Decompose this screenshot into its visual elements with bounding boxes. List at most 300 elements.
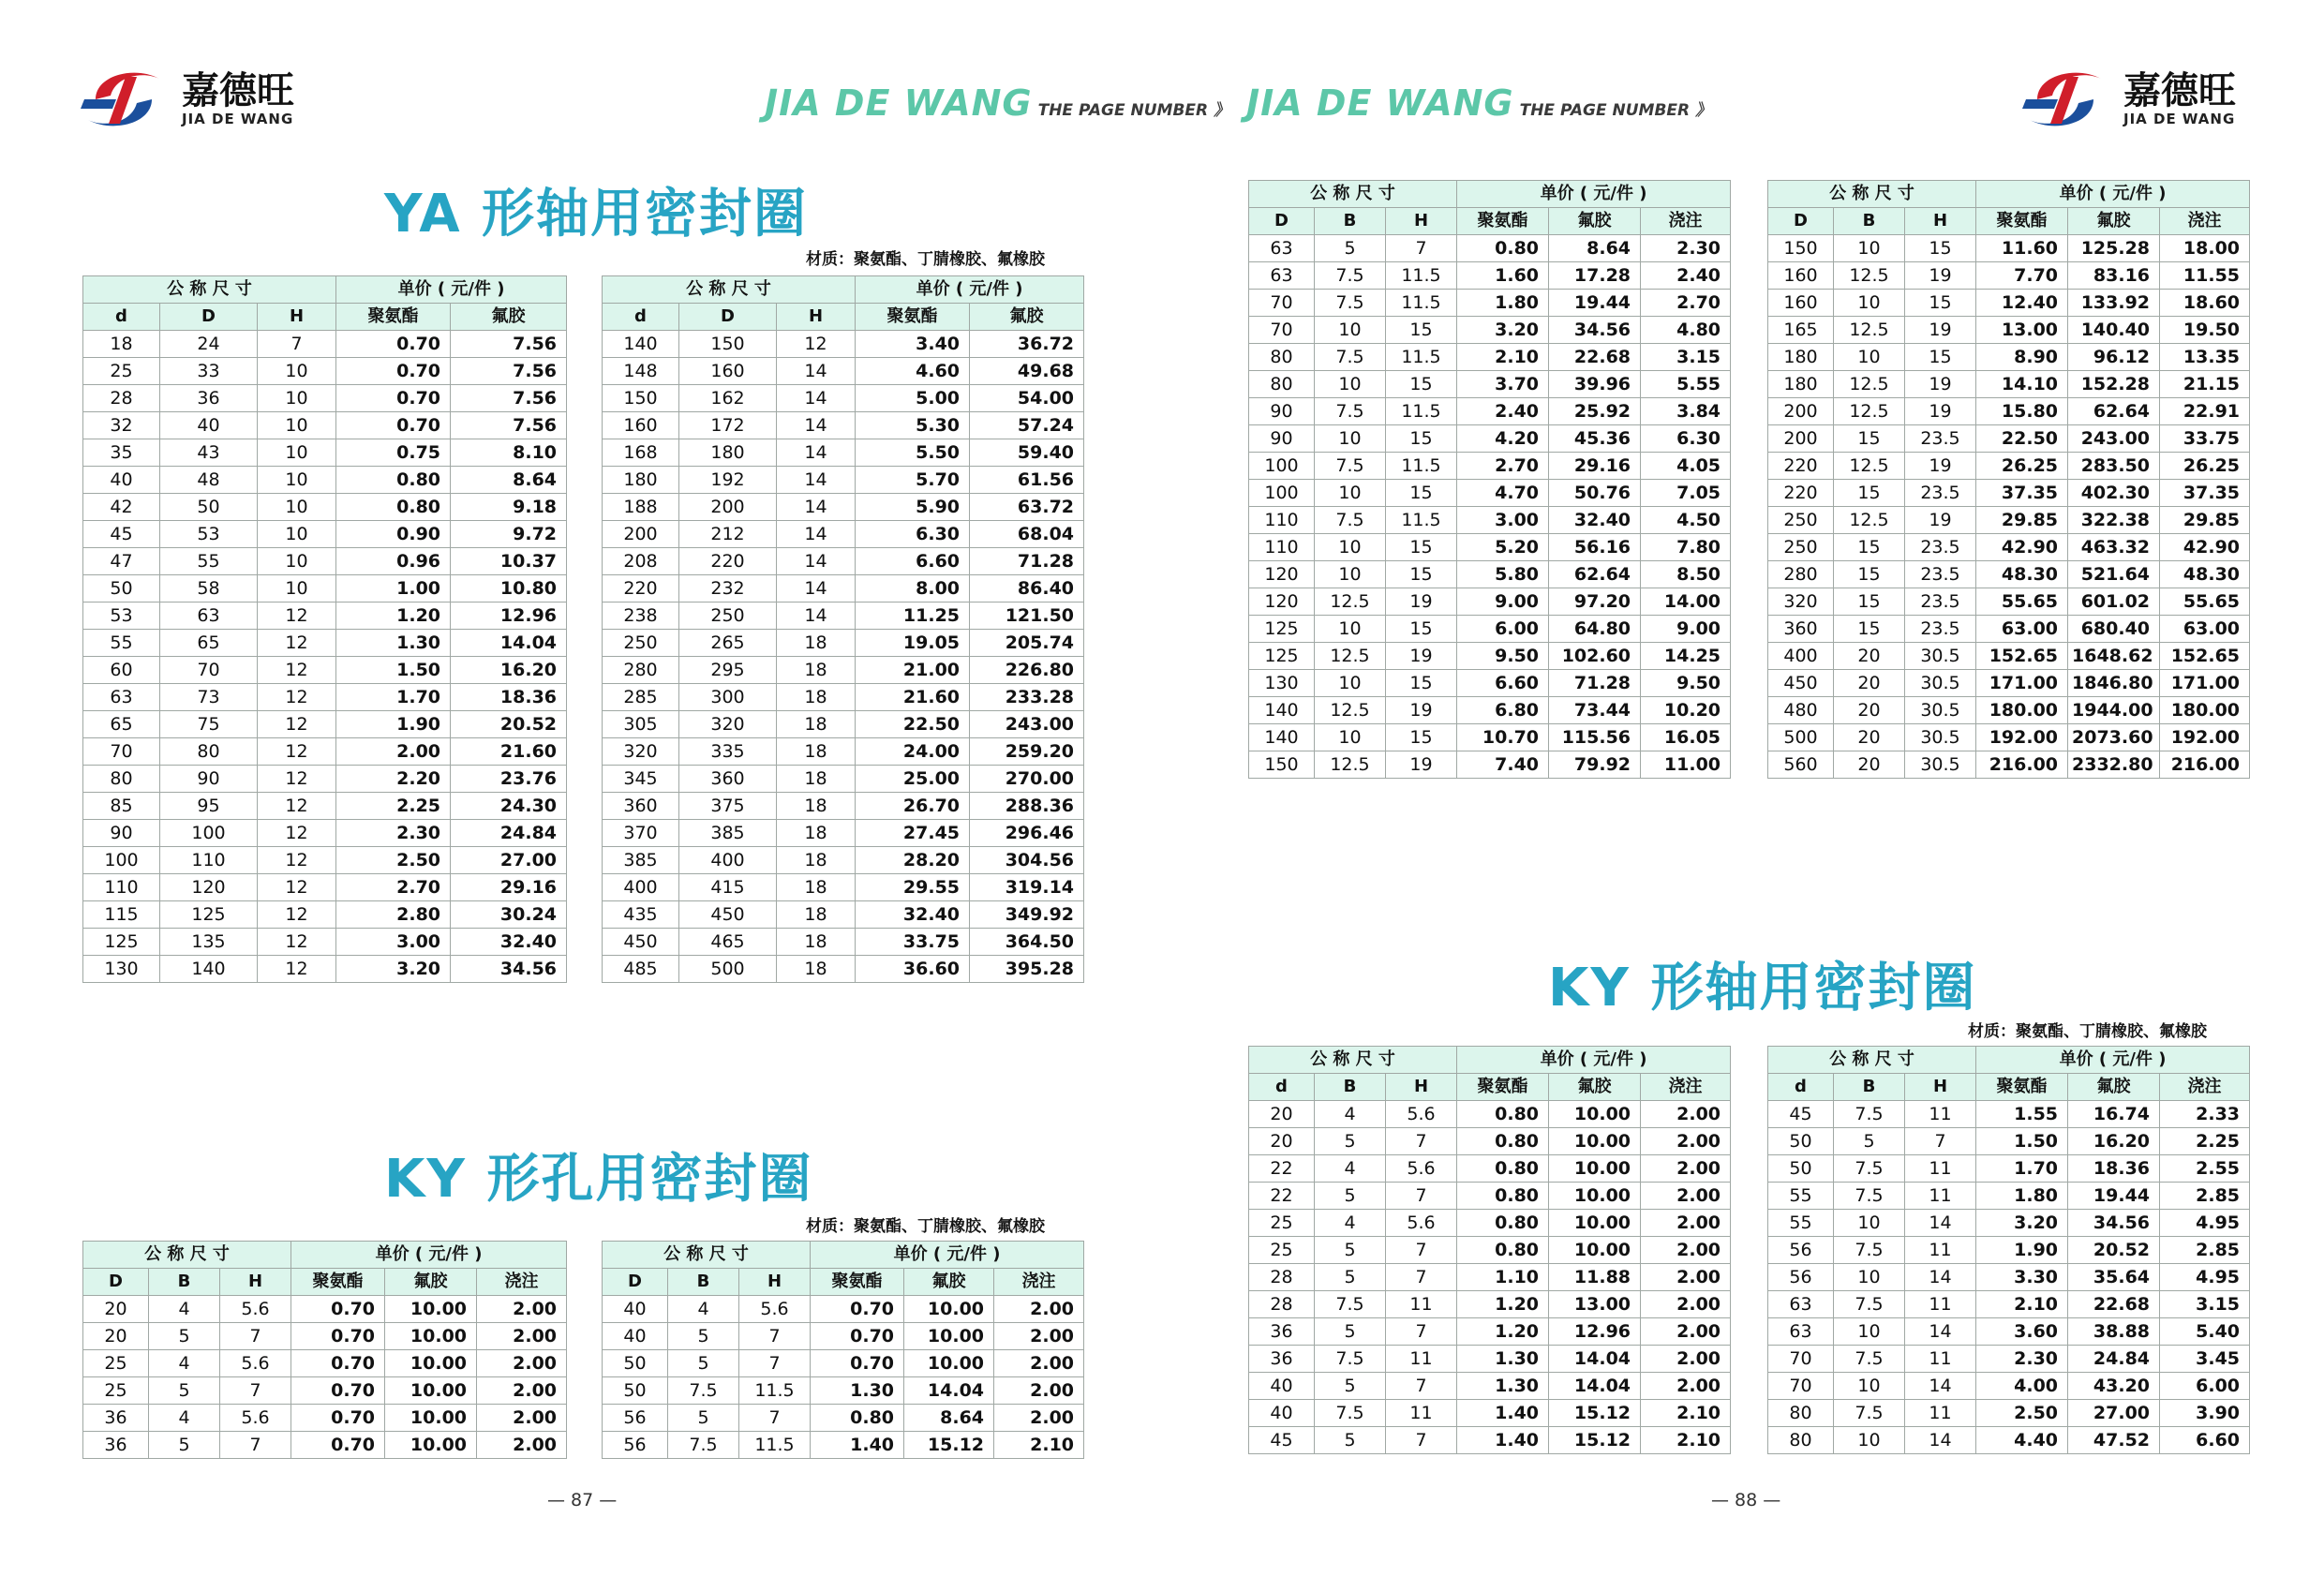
price-cell: 18.36 bbox=[2068, 1155, 2160, 1183]
table-row bbox=[1768, 1183, 2250, 1210]
price-cell: 5.30 bbox=[856, 412, 970, 439]
size-cell: 70 bbox=[1249, 290, 1315, 317]
price-cell: 10.00 bbox=[904, 1350, 994, 1377]
price-cell: 2.10 bbox=[994, 1432, 1084, 1459]
material-note: 材质：聚氨酯、丁腈橡胶、氟橡胶 bbox=[1968, 1022, 2207, 1041]
size-cell: 12.5 bbox=[1315, 588, 1386, 616]
price-cell: 38.88 bbox=[2068, 1318, 2160, 1346]
price-cell: 2.00 bbox=[1641, 1183, 1731, 1210]
price-cell: 395.28 bbox=[970, 956, 1084, 983]
size-cell: 400 bbox=[1768, 643, 1834, 670]
size-cell: 11 bbox=[1905, 1155, 1976, 1183]
size-cell: 23.5 bbox=[1905, 561, 1976, 588]
price-cell: 8.10 bbox=[451, 439, 567, 467]
price-cell: 1.30 bbox=[336, 630, 451, 657]
size-cell: 100 bbox=[1249, 453, 1315, 480]
price-cell: 192.00 bbox=[2160, 724, 2250, 751]
size-cell: 12 bbox=[258, 847, 336, 874]
price-cell: 7.40 bbox=[1457, 751, 1549, 779]
price-cell: 48.30 bbox=[2160, 561, 2250, 588]
size-cell: 18 bbox=[777, 820, 856, 847]
table-row bbox=[83, 439, 567, 467]
price-cell: 2.00 bbox=[477, 1432, 567, 1459]
size-cell: 5 bbox=[668, 1350, 739, 1377]
table-row bbox=[1768, 1427, 2250, 1454]
size-cell: 24 bbox=[160, 331, 258, 358]
size-cell: 10 bbox=[1315, 371, 1386, 398]
size-cell: 7 bbox=[1386, 1427, 1457, 1454]
price-cell: 9.50 bbox=[1457, 643, 1549, 670]
table-row bbox=[603, 412, 1084, 439]
size-cell: 50 bbox=[160, 494, 258, 521]
size-cell: 19 bbox=[1386, 588, 1457, 616]
price-cell: 18.60 bbox=[2160, 290, 2250, 317]
price-cell: 2.00 bbox=[477, 1350, 567, 1377]
column-header: H bbox=[739, 1269, 811, 1296]
size-cell: 90 bbox=[83, 820, 160, 847]
group-header-price: 单价 ( 元/件 ) bbox=[1976, 1047, 2250, 1074]
column-header: 聚氨酯 bbox=[291, 1269, 385, 1296]
price-cell: 34.56 bbox=[1549, 317, 1641, 344]
price-cell: 3.60 bbox=[1976, 1318, 2068, 1346]
size-cell: 485 bbox=[603, 956, 679, 983]
size-cell: 7.5 bbox=[1834, 1155, 1905, 1183]
table-row bbox=[1768, 1155, 2250, 1183]
column-header: B bbox=[1315, 208, 1386, 235]
price-cell: 13.35 bbox=[2160, 344, 2250, 371]
price-cell: 8.64 bbox=[904, 1405, 994, 1432]
table-row bbox=[1249, 235, 1731, 262]
price-cell: 1.00 bbox=[336, 575, 451, 603]
page-number-right: — 88 — bbox=[1711, 1490, 1781, 1510]
size-cell: 11.5 bbox=[739, 1377, 811, 1405]
size-cell: 7.5 bbox=[1834, 1346, 1905, 1373]
price-cell: 20.52 bbox=[451, 711, 567, 738]
table-row bbox=[1249, 425, 1731, 453]
size-cell: 7 bbox=[739, 1405, 811, 1432]
size-cell: 12 bbox=[258, 603, 336, 630]
size-cell: 7.5 bbox=[1315, 398, 1386, 425]
size-cell: 14 bbox=[1905, 1264, 1976, 1291]
size-cell: 7 bbox=[1386, 235, 1457, 262]
price-cell: 2.00 bbox=[994, 1377, 1084, 1405]
price-cell: 12.40 bbox=[1976, 290, 2068, 317]
table-row bbox=[1768, 561, 2250, 588]
size-cell: 280 bbox=[603, 657, 679, 684]
group-header-size: 公 称 尺 寸 bbox=[603, 276, 856, 304]
price-cell: 59.40 bbox=[970, 439, 1084, 467]
size-cell: 15 bbox=[1386, 724, 1457, 751]
size-cell: 19 bbox=[1386, 697, 1457, 724]
logo-right bbox=[2020, 62, 2236, 137]
table-row bbox=[1768, 425, 2250, 453]
size-cell: 5.6 bbox=[220, 1405, 291, 1432]
header-brand-right bbox=[1246, 82, 1711, 124]
price-cell: 9.50 bbox=[1641, 670, 1731, 697]
table-row bbox=[1249, 1291, 1731, 1318]
price-cell: 0.80 bbox=[1457, 1128, 1549, 1155]
logo-en-text: JIA DE WANG bbox=[2123, 111, 2236, 127]
size-cell: 14 bbox=[1905, 1427, 1976, 1454]
price-cell: 2.33 bbox=[2160, 1101, 2250, 1128]
size-cell: 5 bbox=[1834, 1128, 1905, 1155]
size-cell: 305 bbox=[603, 711, 679, 738]
size-cell: 20 bbox=[1249, 1128, 1315, 1155]
group-header-size: 公 称 尺 寸 bbox=[83, 1242, 291, 1269]
price-table-ky-shaft-b bbox=[1767, 1046, 2250, 1454]
price-cell: 14.25 bbox=[1641, 643, 1731, 670]
size-cell: 320 bbox=[1768, 588, 1834, 616]
price-cell: 1.40 bbox=[811, 1432, 904, 1459]
size-cell: 5 bbox=[1315, 1264, 1386, 1291]
price-cell: 27.45 bbox=[856, 820, 970, 847]
price-cell: 1.40 bbox=[1457, 1400, 1549, 1427]
price-cell: 5.40 bbox=[2160, 1318, 2250, 1346]
size-cell: 200 bbox=[1768, 398, 1834, 425]
size-cell: 7.5 bbox=[1834, 1101, 1905, 1128]
table-row bbox=[1768, 507, 2250, 534]
size-cell: 180 bbox=[1768, 344, 1834, 371]
price-cell: 14.04 bbox=[451, 630, 567, 657]
size-cell: 14 bbox=[777, 521, 856, 548]
size-cell: 140 bbox=[1249, 697, 1315, 724]
price-cell: 5.70 bbox=[856, 467, 970, 494]
table-row bbox=[1768, 588, 2250, 616]
size-cell: 30.5 bbox=[1905, 751, 1976, 779]
size-cell: 135 bbox=[160, 929, 258, 956]
table-row bbox=[1768, 1128, 2250, 1155]
table-column-header bbox=[1768, 208, 2250, 235]
price-cell: 1846.80 bbox=[2068, 670, 2160, 697]
size-cell: 12.5 bbox=[1834, 453, 1905, 480]
size-cell: 25 bbox=[83, 1350, 149, 1377]
price-cell: 11.88 bbox=[1549, 1264, 1641, 1291]
page-number-left: — 87 — bbox=[547, 1490, 618, 1510]
table-row bbox=[1768, 534, 2250, 561]
price-cell: 0.80 bbox=[1457, 1237, 1549, 1264]
column-header: d bbox=[603, 304, 679, 331]
price-cell: 1.30 bbox=[1457, 1346, 1549, 1373]
price-cell: 39.96 bbox=[1549, 371, 1641, 398]
table-row bbox=[1249, 1237, 1731, 1264]
price-cell: 54.00 bbox=[970, 385, 1084, 412]
table-row bbox=[1768, 480, 2250, 507]
size-cell: 11 bbox=[1905, 1400, 1976, 1427]
price-cell: 3.15 bbox=[2160, 1291, 2250, 1318]
size-cell: 4 bbox=[1315, 1210, 1386, 1237]
size-cell: 375 bbox=[679, 793, 777, 820]
size-cell: 15 bbox=[1386, 670, 1457, 697]
size-cell: 11 bbox=[1386, 1400, 1457, 1427]
size-cell: 115 bbox=[83, 901, 160, 929]
price-cell: 25.92 bbox=[1549, 398, 1641, 425]
size-cell: 12 bbox=[777, 331, 856, 358]
size-cell: 10 bbox=[258, 358, 336, 385]
table-row bbox=[83, 901, 567, 929]
table-row bbox=[603, 1377, 1084, 1405]
table-row bbox=[1768, 290, 2250, 317]
header-brand-left bbox=[765, 82, 1229, 124]
size-cell: 10 bbox=[1315, 670, 1386, 697]
size-cell: 450 bbox=[679, 901, 777, 929]
size-cell: 36 bbox=[1249, 1318, 1315, 1346]
table-row bbox=[603, 494, 1084, 521]
size-cell: 23.5 bbox=[1905, 425, 1976, 453]
size-cell: 5 bbox=[668, 1405, 739, 1432]
size-cell: 125 bbox=[1249, 616, 1315, 643]
size-cell: 130 bbox=[1249, 670, 1315, 697]
size-cell: 10 bbox=[1315, 616, 1386, 643]
table-row bbox=[1768, 371, 2250, 398]
size-cell: 280 bbox=[1768, 561, 1834, 588]
table-row bbox=[83, 575, 567, 603]
table-row bbox=[83, 521, 567, 548]
logo-cn-text: 嘉德旺 bbox=[2123, 69, 2236, 112]
price-cell: 3.90 bbox=[2160, 1400, 2250, 1427]
logo-en-text: JIA DE WANG bbox=[182, 111, 294, 127]
size-cell: 10 bbox=[258, 575, 336, 603]
price-cell: 140.40 bbox=[2068, 317, 2160, 344]
table-row bbox=[83, 657, 567, 684]
column-header: B bbox=[149, 1269, 220, 1296]
size-cell: 55 bbox=[1768, 1183, 1834, 1210]
table-row bbox=[1768, 616, 2250, 643]
table-row bbox=[83, 711, 567, 738]
size-cell: 65 bbox=[160, 630, 258, 657]
size-cell: 14 bbox=[777, 358, 856, 385]
size-cell: 250 bbox=[1768, 534, 1834, 561]
size-cell: 53 bbox=[160, 521, 258, 548]
price-cell: 192.00 bbox=[1976, 724, 2068, 751]
size-cell: 14 bbox=[777, 548, 856, 575]
table-row bbox=[1249, 561, 1731, 588]
table-row bbox=[1768, 1400, 2250, 1427]
price-cell: 21.15 bbox=[2160, 371, 2250, 398]
size-cell: 12 bbox=[258, 766, 336, 793]
table-row bbox=[83, 548, 567, 575]
table-row bbox=[1249, 262, 1731, 290]
price-cell: 7.56 bbox=[451, 412, 567, 439]
price-cell: 3.70 bbox=[1457, 371, 1549, 398]
column-header: B bbox=[1834, 208, 1905, 235]
size-cell: 80 bbox=[83, 766, 160, 793]
table-row bbox=[1249, 588, 1731, 616]
price-table-ya-shaft-a bbox=[82, 275, 567, 983]
table-group-header bbox=[1249, 181, 1731, 208]
price-cell: 2.20 bbox=[336, 766, 451, 793]
size-cell: 140 bbox=[160, 956, 258, 983]
size-cell: 20 bbox=[1834, 643, 1905, 670]
size-cell: 7 bbox=[739, 1323, 811, 1350]
price-cell: 0.70 bbox=[336, 385, 451, 412]
column-header: d bbox=[1249, 1074, 1315, 1101]
price-cell: 29.16 bbox=[451, 874, 567, 901]
size-cell: 12.5 bbox=[1834, 317, 1905, 344]
size-cell: 11 bbox=[1905, 1346, 1976, 1373]
column-header: D bbox=[160, 304, 258, 331]
size-cell: 10 bbox=[1834, 1427, 1905, 1454]
price-cell: 304.56 bbox=[970, 847, 1084, 874]
column-header: 氟胶 bbox=[970, 304, 1084, 331]
table-row bbox=[1768, 724, 2250, 751]
column-header: 氟胶 bbox=[385, 1269, 477, 1296]
price-cell: 133.92 bbox=[2068, 290, 2160, 317]
size-cell: 370 bbox=[603, 820, 679, 847]
size-cell: 385 bbox=[603, 847, 679, 874]
price-cell: 0.80 bbox=[1457, 1155, 1549, 1183]
column-header: D bbox=[1249, 208, 1315, 235]
price-cell: 3.20 bbox=[1457, 317, 1549, 344]
size-cell: 15 bbox=[1834, 480, 1905, 507]
size-cell: 90 bbox=[1249, 425, 1315, 453]
size-cell: 19 bbox=[1905, 453, 1976, 480]
size-cell: 5 bbox=[149, 1377, 220, 1405]
table-row bbox=[83, 412, 567, 439]
table-row bbox=[83, 929, 567, 956]
size-cell: 4 bbox=[149, 1350, 220, 1377]
size-cell: 480 bbox=[1768, 697, 1834, 724]
table-row bbox=[603, 439, 1084, 467]
price-cell: 1.50 bbox=[336, 657, 451, 684]
price-cell: 27.00 bbox=[2068, 1400, 2160, 1427]
size-cell: 100 bbox=[160, 820, 258, 847]
size-cell: 7 bbox=[739, 1350, 811, 1377]
size-cell: 120 bbox=[1249, 561, 1315, 588]
size-cell: 172 bbox=[679, 412, 777, 439]
table-row bbox=[603, 793, 1084, 820]
table-row bbox=[83, 1405, 567, 1432]
size-cell: 56 bbox=[603, 1432, 668, 1459]
size-cell: 10 bbox=[1315, 425, 1386, 453]
price-cell: 1.90 bbox=[1976, 1237, 2068, 1264]
price-cell: 1.60 bbox=[1457, 262, 1549, 290]
size-cell: 11 bbox=[1905, 1237, 1976, 1264]
table-group-header bbox=[83, 276, 567, 304]
size-cell: 5 bbox=[1315, 1237, 1386, 1264]
price-cell: 2.00 bbox=[1641, 1291, 1731, 1318]
price-cell: 2.70 bbox=[1457, 453, 1549, 480]
group-header-size: 公 称 尺 寸 bbox=[83, 276, 336, 304]
price-cell: 63.00 bbox=[2160, 616, 2250, 643]
size-cell: 20 bbox=[83, 1323, 149, 1350]
size-cell: 14 bbox=[777, 603, 856, 630]
title-ky-shaft-seal: KY 形轴用密封圈 bbox=[1548, 958, 1977, 1019]
size-cell: 14 bbox=[777, 467, 856, 494]
price-cell: 1.20 bbox=[1457, 1318, 1549, 1346]
size-cell: 19 bbox=[1386, 751, 1457, 779]
price-cell: 3.00 bbox=[336, 929, 451, 956]
size-cell: 18 bbox=[83, 331, 160, 358]
price-cell: 8.64 bbox=[1549, 235, 1641, 262]
price-table-ky-hole-cont-a bbox=[1248, 180, 1731, 779]
size-cell: 18 bbox=[777, 766, 856, 793]
price-cell: 7.56 bbox=[451, 358, 567, 385]
price-cell: 1.20 bbox=[1457, 1291, 1549, 1318]
price-cell: 32.40 bbox=[856, 901, 970, 929]
price-cell: 6.00 bbox=[1457, 616, 1549, 643]
price-cell: 24.84 bbox=[2068, 1346, 2160, 1373]
price-cell: 2.00 bbox=[477, 1323, 567, 1350]
column-header: 聚氨酯 bbox=[811, 1269, 904, 1296]
size-cell: 19 bbox=[1905, 507, 1976, 534]
table-row bbox=[603, 358, 1084, 385]
table-row bbox=[1249, 1183, 1731, 1210]
size-cell: 220 bbox=[603, 575, 679, 603]
price-cell: 73.44 bbox=[1549, 697, 1641, 724]
size-cell: 208 bbox=[603, 548, 679, 575]
size-cell: 360 bbox=[603, 793, 679, 820]
size-cell: 56 bbox=[1768, 1264, 1834, 1291]
size-cell: 11 bbox=[1905, 1291, 1976, 1318]
table-column-header bbox=[1249, 208, 1731, 235]
table-row bbox=[1768, 1237, 2250, 1264]
size-cell: 335 bbox=[679, 738, 777, 766]
size-cell: 10 bbox=[258, 467, 336, 494]
price-cell: 23.76 bbox=[451, 766, 567, 793]
size-cell: 110 bbox=[83, 874, 160, 901]
group-header-price: 单价 ( 元/件 ) bbox=[856, 276, 1084, 304]
material-note: 材质：聚氨酯、丁腈橡胶、氟橡胶 bbox=[806, 250, 1045, 269]
size-cell: 7 bbox=[220, 1432, 291, 1459]
size-cell: 7 bbox=[1386, 1264, 1457, 1291]
price-cell: 6.00 bbox=[2160, 1373, 2250, 1400]
size-cell: 90 bbox=[1249, 398, 1315, 425]
size-cell: 7 bbox=[1386, 1373, 1457, 1400]
size-cell: 55 bbox=[1768, 1210, 1834, 1237]
size-cell: 400 bbox=[603, 874, 679, 901]
price-cell: 2.00 bbox=[477, 1296, 567, 1323]
size-cell: 48 bbox=[160, 467, 258, 494]
size-cell: 120 bbox=[1249, 588, 1315, 616]
size-cell: 11.5 bbox=[1386, 398, 1457, 425]
chevron-right-icon: 》 bbox=[1214, 101, 1230, 120]
price-cell: 18.36 bbox=[451, 684, 567, 711]
size-cell: 15 bbox=[1834, 616, 1905, 643]
size-cell: 22 bbox=[1249, 1155, 1315, 1183]
table-row bbox=[1249, 751, 1731, 779]
size-cell: 12 bbox=[258, 793, 336, 820]
price-cell: 11.55 bbox=[2160, 262, 2250, 290]
price-cell: 8.90 bbox=[1976, 344, 2068, 371]
size-cell: 7 bbox=[1386, 1318, 1457, 1346]
size-cell: 90 bbox=[160, 766, 258, 793]
price-cell: 8.64 bbox=[451, 467, 567, 494]
price-cell: 0.70 bbox=[291, 1350, 385, 1377]
size-cell: 7.5 bbox=[1315, 290, 1386, 317]
column-header: H bbox=[777, 304, 856, 331]
table-row bbox=[83, 1350, 567, 1377]
table-row bbox=[83, 820, 567, 847]
size-cell: 7.5 bbox=[1315, 344, 1386, 371]
size-cell: 12 bbox=[258, 874, 336, 901]
price-cell: 2.00 bbox=[1641, 1210, 1731, 1237]
size-cell: 5.6 bbox=[220, 1350, 291, 1377]
size-cell: 11.5 bbox=[1386, 262, 1457, 290]
size-cell: 5 bbox=[1315, 1427, 1386, 1454]
group-header-size: 公 称 尺 寸 bbox=[1768, 181, 1976, 208]
size-cell: 14 bbox=[1905, 1373, 1976, 1400]
price-cell: 0.80 bbox=[1457, 1210, 1549, 1237]
price-cell: 10.00 bbox=[385, 1377, 477, 1405]
size-cell: 250 bbox=[603, 630, 679, 657]
price-cell: 18.00 bbox=[2160, 235, 2250, 262]
size-cell: 5 bbox=[1315, 235, 1386, 262]
size-cell: 5.6 bbox=[1386, 1210, 1457, 1237]
price-cell: 21.00 bbox=[856, 657, 970, 684]
price-cell: 2.00 bbox=[1641, 1264, 1731, 1291]
price-cell: 14.10 bbox=[1976, 371, 2068, 398]
table-row bbox=[1768, 1373, 2250, 1400]
